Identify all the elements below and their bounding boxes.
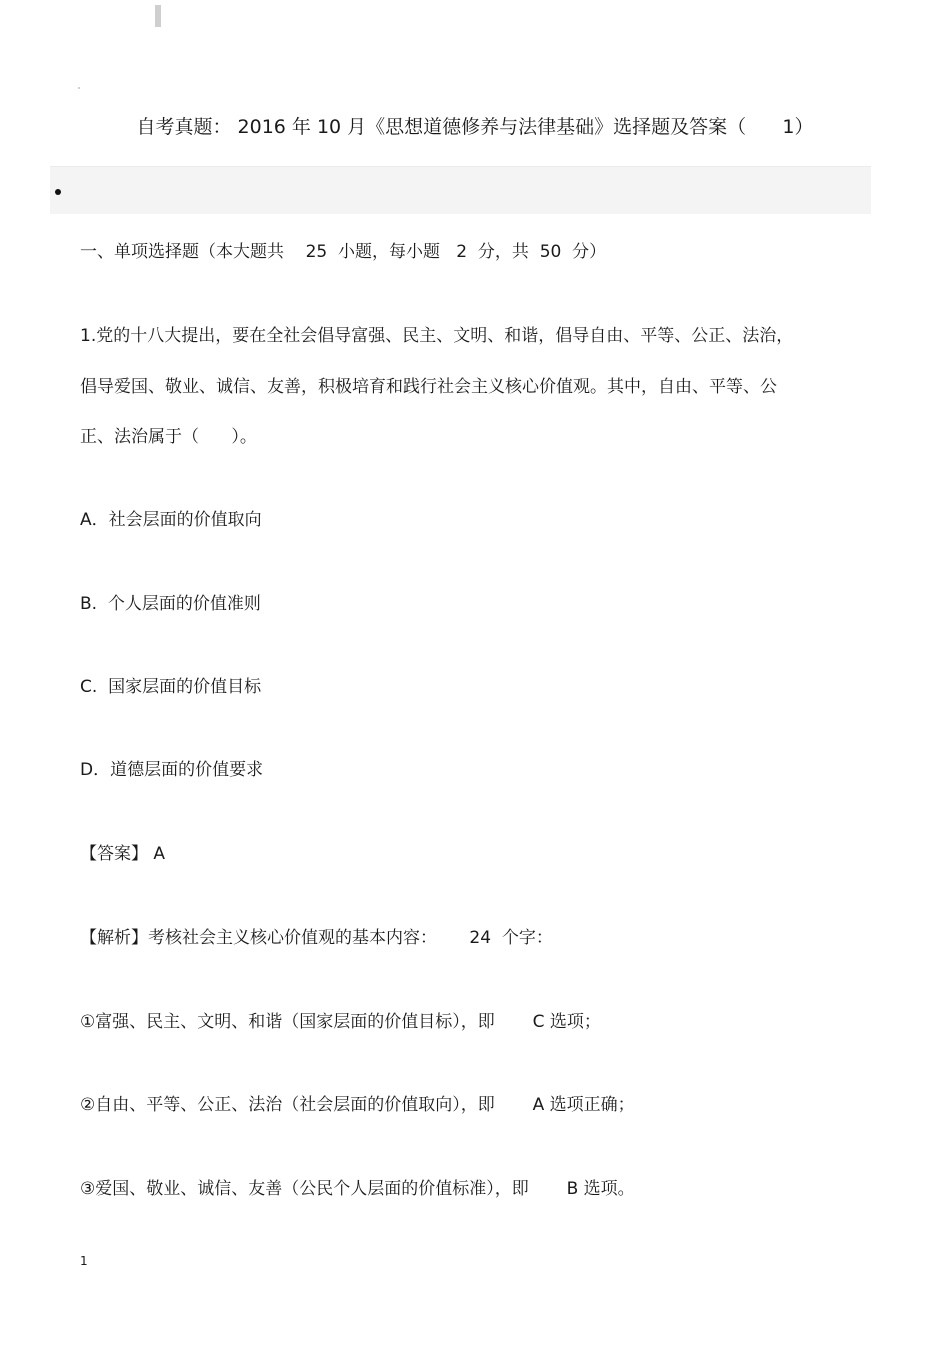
page-number: 1 <box>80 1254 88 1268</box>
option-d: D．道德层面的价值要求 <box>80 760 264 780</box>
analysis-line-2: ①富强、民主、文明、和谐（国家层面的价值目标），即 C 选项； <box>80 1012 601 1032</box>
answer-line: 【答案】 A <box>80 844 166 864</box>
option-b: B. 个人层面的价值准则 <box>80 594 261 614</box>
header-band <box>50 166 871 214</box>
analysis-line-1: 【解析】考核社会主义核心价值观的基本内容： 24 个字： <box>80 928 553 948</box>
option-a: A．社会层面的价值取向 <box>80 510 262 530</box>
question-line-2: 倡导爱国、敬业、诚信、友善，积极培育和践行社会主义核心价值观。其中，自由、平等、公 <box>80 377 777 397</box>
analysis-line-4: ③爱国、敬业、诚信、友善（公民个人层面的价值标准），即 B 选项。 <box>80 1179 635 1199</box>
top-scan-mark <box>155 5 161 27</box>
question-line-1: 1.党的十八大提出，要在全社会倡导富强、民主、文明、和谐，倡导自由、平等、公正、法治， <box>80 326 794 346</box>
scan-dot <box>78 87 80 89</box>
document-title: 自考真题： 2016 年 10 月《思想道德修养与法律基础》选择题及答案（ 1） <box>136 116 814 138</box>
option-c: C. 国家层面的价值目标 <box>80 677 262 697</box>
section-heading: 一、单项选择题（本大题共 25 小题，每小题 2 分，共 50 分） <box>80 242 607 262</box>
bullet-icon <box>55 189 61 195</box>
question-line-3: 正、法治属于（ ）。 <box>80 427 257 447</box>
analysis-line-3: ②自由、平等、公正、法治（社会层面的价值取向），即 A 选项正确； <box>80 1095 635 1115</box>
